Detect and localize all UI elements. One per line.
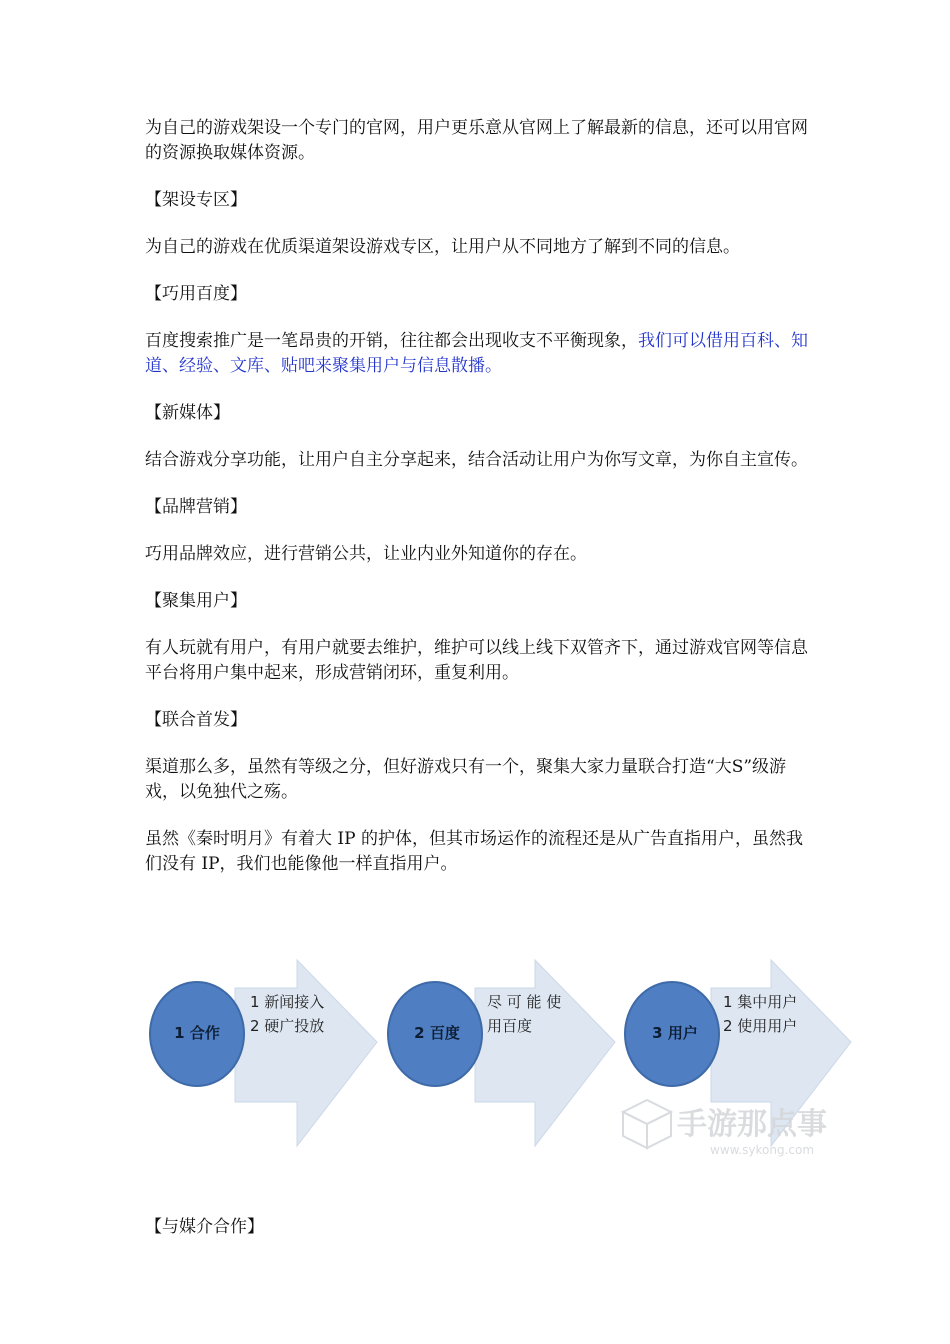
gather-heading: 【聚集用户】 [145, 591, 247, 611]
baidu-paragraph [145, 329, 815, 379]
gather-paragraph: 有人玩就有用户，有用户就要去维护，维护可以线上线下双管齐下，通过游戏官网等信息平台将用户集中起来，形成营销闭环，重复利用。 [145, 638, 808, 683]
media-cooperation-heading: 【与媒介合作】 [145, 1217, 264, 1237]
step-1-line-1: 1 新闻接入 [250, 993, 325, 1011]
media-heading: 【新媒体】 [145, 403, 230, 423]
baidu-heading: 【巧用百度】 [145, 284, 247, 304]
joint-heading: 【联合首发】 [145, 710, 247, 730]
step-3-line-1: 1 集中用户 [723, 993, 798, 1011]
joint-paragraph: 渠道那么多，虽然有等级之分，但好游戏只有一个，聚集大家力量联合打造“大S”级游戏，以免独代之殇。 [145, 757, 787, 802]
step-2-arrow [475, 960, 615, 1146]
step-1-label: 1 合作 [174, 1024, 220, 1042]
baidu-text-link[interactable]: 我们可以借用百科、知道、经验、文库、贴吧来聚集用户与信息散播。 [145, 331, 808, 376]
step-3-line-2: 2 使用用户 [723, 1017, 798, 1035]
step-2-line-1: 尽 可 能 使 [487, 993, 562, 1011]
brand-heading: 【品牌营销】 [145, 497, 247, 517]
zone-heading: 【架设专区】 [145, 190, 247, 210]
step-2-label: 2 百度 [414, 1024, 460, 1042]
zone-paragraph: 为自己的游戏在优质渠道架设游戏专区，让用户从不同地方了解到不同的信息。 [145, 237, 740, 257]
baidu-text-plain: 百度搜索推广是一笔昂贵的开销，往往都会出现收支不平衡现象， [145, 331, 638, 351]
intro-paragraph: 为自己的游戏架设一个专门的官网，用户更乐意从官网上了解最新的信息，还可以用官网的资源换取媒体资源。 [145, 118, 808, 163]
watermark [623, 1100, 827, 1157]
step-1-arrow [235, 960, 377, 1146]
media-paragraph: 结合游戏分享功能，让用户自主分享起来，结合活动让用户为你写文章，为你自主宣传。 [145, 450, 808, 470]
qin-paragraph: 虽然《秦时明月》有着大 IP 的护体，但其市场运作的流程还是从广告直指用户，虽然我们没有 IP，我们也能像他一样直指用户。 [145, 829, 803, 874]
step-1-line-2: 2 硬广投放 [250, 1017, 325, 1035]
watermark-cube-icon [623, 1100, 671, 1148]
step-3-label: 3 用户 [652, 1024, 698, 1042]
step-1 [150, 960, 377, 1146]
process-diagram [145, 952, 855, 1172]
watermark-subtitle: www.sykong.com [710, 1143, 815, 1157]
watermark-title: 手游那点事 [677, 1107, 827, 1142]
process-diagram-svg [145, 952, 855, 1172]
document-body [145, 116, 815, 877]
brand-paragraph: 巧用品牌效应，进行营销公共，让业内业外知道你的存在。 [145, 544, 587, 564]
step-2-line-2: 用百度 [487, 1017, 533, 1035]
step-2 [388, 960, 615, 1146]
